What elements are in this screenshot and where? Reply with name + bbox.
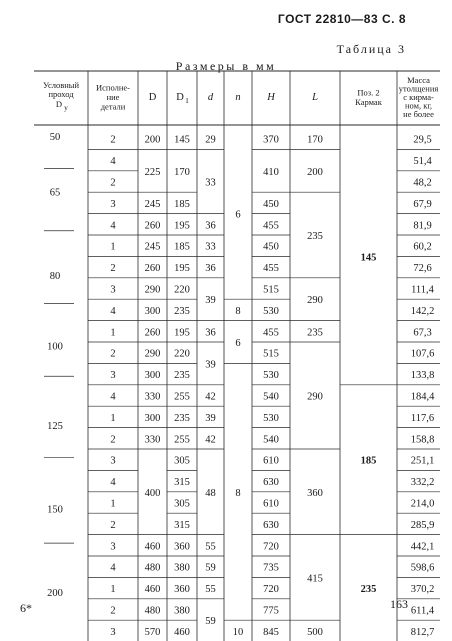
footer-signature: 6* bbox=[20, 601, 32, 615]
cell-d: 290 bbox=[144, 284, 161, 296]
cell-h: 455 bbox=[263, 220, 279, 232]
cell-h: 720 bbox=[263, 541, 279, 553]
mass-cell: 51,4 bbox=[413, 156, 432, 168]
cell-pos: 185 bbox=[360, 455, 377, 467]
mass-cell: 67,9 bbox=[413, 198, 432, 210]
cell-d: 39 bbox=[205, 295, 216, 307]
version-cell: 2 bbox=[110, 134, 116, 146]
cell-h: 530 bbox=[263, 412, 279, 424]
cell-d1: 255 bbox=[174, 391, 190, 403]
header-dy-subscript: у bbox=[64, 103, 68, 112]
mass-cell: 111,4 bbox=[411, 284, 434, 296]
cell-d1: 195 bbox=[174, 263, 190, 275]
header-mass-line: утолщения bbox=[398, 83, 439, 94]
version-cell: 2 bbox=[110, 605, 116, 617]
cell-d: 36 bbox=[205, 263, 216, 275]
header-d-line: d bbox=[207, 92, 214, 103]
header-l-line: L bbox=[312, 92, 318, 103]
cell-h: 610 bbox=[263, 498, 279, 510]
cell-d: 48 bbox=[205, 487, 216, 499]
cell-h: 630 bbox=[263, 519, 279, 531]
cell-d: 42 bbox=[205, 391, 216, 403]
header-mass-line: с кирма- bbox=[403, 92, 434, 102]
cell-d1: 380 bbox=[174, 605, 190, 617]
cell-d: 55 bbox=[205, 541, 216, 553]
mass-cell: 133,8 bbox=[410, 370, 435, 382]
version-cell: 2 bbox=[110, 348, 116, 360]
cell-d: 460 bbox=[144, 584, 161, 596]
mass-cell: 442,1 bbox=[410, 541, 435, 553]
cell-d1: 235 bbox=[174, 370, 190, 382]
header-d1-subscript: 1 bbox=[185, 96, 189, 105]
cell-d: 36 bbox=[205, 220, 216, 232]
cell-d1: 460 bbox=[174, 626, 190, 638]
header-version-line: Исполне- bbox=[96, 82, 130, 93]
cell-d: 36 bbox=[205, 327, 216, 339]
cell-d1: 220 bbox=[174, 284, 190, 296]
table-label: Таблица 3 bbox=[336, 42, 406, 56]
cell-l: 290 bbox=[307, 391, 323, 403]
dy-group-label: 125 bbox=[47, 420, 63, 432]
version-cell: 2 bbox=[110, 177, 116, 189]
cell-d: 400 bbox=[144, 487, 161, 499]
mass-cell: 812,7 bbox=[410, 626, 435, 638]
cell-d: 39 bbox=[205, 412, 216, 424]
version-cell: 4 bbox=[110, 477, 116, 489]
header-version-line: детали bbox=[100, 101, 126, 112]
version-cell: 1 bbox=[110, 327, 116, 339]
header-version-line: ние bbox=[106, 92, 120, 102]
cell-h: 450 bbox=[263, 198, 279, 210]
cell-l: 360 bbox=[307, 487, 323, 499]
standard-reference: ГОСТ 22810—83 С. 8 bbox=[277, 12, 406, 26]
cell-h: 540 bbox=[263, 434, 279, 446]
cell-n: 6 bbox=[235, 209, 241, 221]
version-cell: 4 bbox=[110, 156, 116, 168]
cell-n: 6 bbox=[235, 338, 241, 349]
cell-n: 10 bbox=[232, 626, 244, 638]
mass-cell: 107,6 bbox=[410, 348, 435, 360]
cell-d: 245 bbox=[144, 241, 161, 253]
mass-cell: 332,2 bbox=[410, 477, 435, 489]
header-dy-symbol: D bbox=[55, 99, 63, 109]
cell-h: 450 bbox=[263, 241, 279, 253]
cell-d: 300 bbox=[144, 412, 161, 424]
version-cell: 1 bbox=[110, 412, 116, 424]
cell-d1: 235 bbox=[174, 412, 190, 424]
cell-h: 455 bbox=[263, 327, 279, 339]
version-cell: 3 bbox=[110, 370, 116, 382]
mass-cell: 598,6 bbox=[410, 562, 435, 574]
version-cell: 1 bbox=[110, 241, 116, 253]
cell-d: 55 bbox=[205, 584, 216, 596]
cell-d: 225 bbox=[144, 166, 161, 178]
cell-d: 200 bbox=[144, 134, 161, 146]
mass-cell: 214,0 bbox=[410, 498, 435, 510]
cell-d: 59 bbox=[205, 562, 216, 574]
cell-d1: 315 bbox=[174, 477, 190, 489]
cell-d: 300 bbox=[144, 370, 161, 382]
cell-l: 200 bbox=[307, 166, 323, 178]
cell-d1: 255 bbox=[174, 434, 190, 446]
cell-d: 245 bbox=[144, 198, 161, 210]
cell-d1: 235 bbox=[174, 305, 190, 317]
cell-h: 530 bbox=[263, 370, 279, 382]
cell-d1: 195 bbox=[174, 327, 190, 339]
cell-d1: 195 bbox=[174, 220, 190, 232]
cell-h: 540 bbox=[263, 391, 279, 403]
mass-cell: 142,2 bbox=[410, 305, 435, 317]
version-cell: 1 bbox=[110, 498, 116, 510]
version-cell: 3 bbox=[110, 541, 116, 553]
cell-h: 370 bbox=[263, 134, 279, 146]
cell-d: 42 bbox=[205, 434, 216, 446]
cell-d: 260 bbox=[144, 220, 161, 232]
cell-d: 33 bbox=[205, 241, 216, 253]
cell-l: 235 bbox=[307, 327, 323, 339]
version-cell: 4 bbox=[110, 305, 116, 317]
cell-l: 500 bbox=[307, 626, 323, 638]
version-cell: 4 bbox=[110, 220, 116, 232]
cell-d1: 380 bbox=[174, 562, 190, 574]
dy-group-label: 200 bbox=[47, 587, 63, 599]
page-number: 163 bbox=[390, 597, 408, 611]
cell-d: 460 bbox=[144, 541, 161, 553]
cell-d: 33 bbox=[205, 177, 216, 189]
cell-d1: 360 bbox=[174, 584, 190, 596]
cell-h: 845 bbox=[263, 626, 279, 638]
cell-h: 775 bbox=[263, 605, 279, 617]
cell-h: 515 bbox=[263, 284, 279, 296]
cell-d1: 305 bbox=[174, 455, 190, 467]
mass-cell: 67,3 bbox=[413, 327, 432, 339]
cell-h: 455 bbox=[263, 263, 279, 275]
cell-d: 260 bbox=[144, 263, 161, 275]
cell-d: 29 bbox=[205, 134, 216, 146]
version-cell: 3 bbox=[110, 198, 116, 210]
version-cell: 2 bbox=[110, 519, 116, 531]
cell-l: 170 bbox=[307, 134, 323, 146]
header-h-line: H bbox=[267, 92, 275, 103]
cell-d1: 315 bbox=[174, 519, 190, 531]
cell-pos: 235 bbox=[360, 584, 377, 596]
dy-group-label: 100 bbox=[47, 341, 63, 353]
cell-d1: 185 bbox=[174, 198, 190, 210]
cell-d1: 220 bbox=[174, 348, 190, 360]
cell-l: 415 bbox=[307, 573, 323, 585]
cell-d: 330 bbox=[144, 391, 161, 403]
cell-d: 330 bbox=[144, 434, 161, 446]
cell-d: 290 bbox=[144, 348, 161, 360]
header-mass-line: Масса bbox=[407, 74, 430, 85]
cell-d: 59 bbox=[205, 616, 216, 628]
mass-cell: 184,4 bbox=[410, 391, 435, 403]
cell-d: 39 bbox=[205, 359, 216, 371]
mass-cell: 29,5 bbox=[413, 134, 432, 146]
cell-h: 720 bbox=[263, 584, 279, 596]
mass-cell: 611,4 bbox=[410, 605, 435, 617]
cell-d1: 360 bbox=[174, 541, 190, 553]
mass-cell: 117,6 bbox=[410, 412, 435, 424]
table-header bbox=[43, 75, 438, 119]
cell-n: 8 bbox=[235, 487, 241, 499]
cell-pos: 145 bbox=[360, 252, 377, 264]
table-grid bbox=[34, 71, 440, 641]
header-d-line: D bbox=[148, 92, 157, 103]
version-cell: 4 bbox=[110, 391, 116, 403]
cell-h: 515 bbox=[263, 348, 279, 360]
version-cell: 3 bbox=[110, 626, 116, 638]
version-cell: 2 bbox=[110, 263, 116, 275]
mass-cell: 370,2 bbox=[410, 584, 435, 596]
cell-n: 8 bbox=[235, 305, 241, 317]
dy-group-label: 50 bbox=[49, 132, 61, 143]
header-dy-line: проход bbox=[48, 89, 74, 99]
header-mass-line: ном, кг, bbox=[404, 100, 433, 111]
header-pos-line: Кармак bbox=[355, 96, 382, 107]
version-cell: 4 bbox=[110, 562, 116, 574]
version-cell: 1 bbox=[110, 584, 116, 596]
mass-cell: 81,9 bbox=[413, 220, 432, 232]
cell-d: 260 bbox=[144, 327, 161, 339]
header-pos-line: Поз. 2 bbox=[357, 87, 380, 98]
cell-d1: 145 bbox=[174, 134, 190, 146]
cell-h: 610 bbox=[263, 455, 279, 467]
cell-d1: 185 bbox=[174, 241, 190, 253]
cell-d: 570 bbox=[144, 626, 161, 638]
mass-cell: 72,6 bbox=[413, 263, 432, 275]
version-cell: 3 bbox=[110, 455, 116, 467]
mass-cell: 158,8 bbox=[410, 434, 435, 446]
dy-group-label: 65 bbox=[49, 187, 61, 199]
header-dy-line: Условный bbox=[42, 80, 80, 90]
cell-d1: 170 bbox=[174, 166, 190, 178]
mass-cell: 251,1 bbox=[410, 455, 435, 467]
cell-h: 530 bbox=[263, 305, 279, 317]
cell-h: 630 bbox=[263, 477, 279, 489]
cell-l: 290 bbox=[307, 295, 323, 307]
cell-d1: 305 bbox=[174, 498, 190, 510]
mass-cell: 285,9 bbox=[410, 519, 435, 531]
cell-d: 300 bbox=[144, 305, 161, 317]
header-mass-line: не более bbox=[403, 109, 434, 120]
cell-d: 480 bbox=[144, 562, 161, 574]
dy-group-label: 80 bbox=[49, 271, 61, 283]
cell-h: 735 bbox=[263, 562, 279, 574]
cell-h: 410 bbox=[263, 166, 279, 178]
mass-cell: 48,2 bbox=[413, 177, 432, 189]
version-cell: 3 bbox=[110, 284, 116, 296]
mass-cell: 60,2 bbox=[413, 241, 432, 253]
cell-l: 235 bbox=[307, 231, 323, 242]
dy-group-label: 150 bbox=[47, 504, 63, 516]
version-cell: 2 bbox=[110, 434, 116, 446]
header-n-line: n bbox=[235, 92, 241, 103]
dimensions-note: Размеры в мм bbox=[175, 59, 277, 73]
header-d1-symbol: D bbox=[176, 92, 184, 103]
cell-d: 480 bbox=[144, 605, 161, 617]
